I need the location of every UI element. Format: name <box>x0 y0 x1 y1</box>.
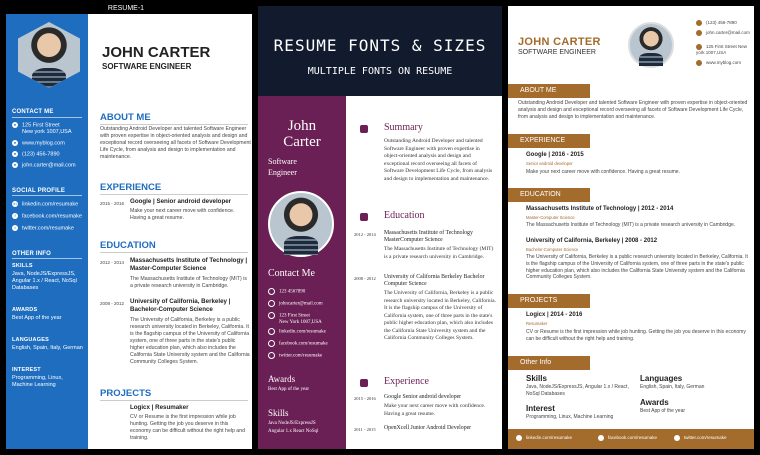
r3-other-heading: Other Info <box>508 356 590 370</box>
email-icon <box>696 30 702 36</box>
r3-facebook[interactable]: facebook.com/resumake <box>598 435 657 441</box>
r3-awards: Best App of the year <box>640 408 686 414</box>
r3-email[interactable]: john.carter@mail.com <box>696 30 752 36</box>
r3-interest-heading: Interest <box>526 404 555 413</box>
r1-sidebar <box>6 14 88 449</box>
r1-awards-heading: AWARDS <box>12 307 38 313</box>
r3-twitter[interactable]: twitter.com/resumake <box>674 435 727 441</box>
graduation-cap-icon <box>360 213 368 221</box>
r1-edu2-date: 2008 - 2012 <box>100 301 125 306</box>
r3-languages-heading: Languages <box>640 374 683 383</box>
r3-edu2-desc: The University of California, Berkeley is a public research university located in Berkeley, California. It is the flagship campus of the University of California system, one of three parts in the state's public higher education plan, which also includes the California State University system and the California Community Colleges System. <box>526 254 748 281</box>
r1-twitter[interactable]: t twitter.com/resumake <box>12 225 74 232</box>
r3-exp-sub: Senior android developer <box>526 161 573 166</box>
linkedin-icon: in <box>13 201 17 206</box>
r3-interest: Programming, Linux, Machine Learning <box>526 414 614 420</box>
location-icon: ● <box>13 122 17 127</box>
r3-linkedin[interactable]: linkedin.com/resumake <box>516 435 572 441</box>
r1-social-heading: SOCIAL PROFILE <box>12 188 66 194</box>
globe-icon <box>696 60 702 66</box>
r1-other-heading: OTHER INFO <box>12 251 51 257</box>
r3-skills-heading: Skills <box>526 374 547 383</box>
r1-main <box>92 14 252 449</box>
twitter-icon <box>674 435 680 441</box>
r1-edu1-role: Massachusetts Institute of Technology | Master-Computer Science <box>130 257 248 272</box>
r3-edu2-sub: Bachelor-Computer Science <box>526 247 579 252</box>
r2-linkedin[interactable]: linkedin.com/resumake <box>268 328 326 335</box>
r1-projects-heading: PROJECTS <box>100 388 152 399</box>
r3-address: 125 First Street New york 1007,USA <box>696 44 748 56</box>
r1-proj-role: Logicx | Resumaker <box>130 404 189 411</box>
r1-avatar <box>18 22 80 88</box>
resume-1 <box>6 5 252 449</box>
r1-exp-desc: Make your next career move with confidence. Having a great resume. <box>130 208 235 221</box>
r1-about-text: Outstanding Android Developer and talented Software Engineer with proven expertise in object-oriented analysis and design and exceptional record overseeing all facets of Software Development Life Cycle, from analysis and design to implementation and maintenance. <box>100 126 251 160</box>
r1-address: ● 125 First Street New york 1007,USA <box>13 122 72 136</box>
r2-exp2-date: 2011 - 2015 <box>354 427 376 432</box>
r2-awards-heading: Awards <box>268 374 296 384</box>
r2-email[interactable]: johncarter@mail.com <box>268 300 323 307</box>
resume-1-label: RESUME-1 <box>107 5 145 12</box>
r3-proj-role: Logicx | 2014 - 2016 <box>526 312 583 318</box>
r1-languages: English, Spain, Italy, German <box>12 345 83 351</box>
r1-title: SOFTWARE ENGINEER <box>102 62 192 71</box>
r2-exp-date: 2015 - 2016 <box>354 396 376 401</box>
r3-experience-heading: EXPERIENCE <box>508 134 590 148</box>
r3-phone: (123) 456-7890 <box>696 20 737 26</box>
r1-skills-heading: SKILLS <box>12 263 33 269</box>
r3-edu1-role: Massachusetts Institute of Technology | 2012 - 2014 <box>526 206 674 212</box>
r2-title-2: Engineer <box>268 168 297 177</box>
r2-skills-2: Angular 1.x React NoSql <box>268 429 319 434</box>
r1-edu2-desc: The University of California, Berkeley is a public research university located in Berkeley, California. It is the flagship campus of the University of California system, one of three parts in the state's public higher education plan, which also includes the California State University system and the California Community Colleges System. <box>130 317 250 365</box>
r1-contact-heading: CONTACT ME <box>12 109 54 115</box>
r1-web[interactable]: ● www.myblog.com <box>13 140 65 147</box>
r2-skills-1: Java NodeJS/ExpressJS <box>268 421 316 426</box>
banner-subtitle: MULTIPLE FONTS ON RESUME <box>307 66 453 77</box>
twitter-icon: t <box>12 225 18 231</box>
r2-education-heading: Education <box>384 210 425 221</box>
r2-edu2-desc: The University of California, Berkeley is a public research university located in Berkeley, California. It is the flagship campus of the University of California system, one of three parts in the state's public higher education plan, which also includes the California State University system and the California Community Colleges System. <box>384 290 496 341</box>
facebook-icon <box>598 435 604 441</box>
r2-skills-heading: Skills <box>268 408 289 418</box>
facebook-icon: f <box>12 213 18 219</box>
email-icon: ● <box>13 162 17 167</box>
resume-2 <box>258 6 502 449</box>
r2-awards: Best App of the year <box>268 387 310 392</box>
r2-avatar <box>268 191 334 257</box>
r3-exp-role: Google | 2016 - 2015 <box>526 152 584 158</box>
r1-facebook[interactable]: f facebook.com/resumake <box>12 213 82 220</box>
r2-experience-heading: Experience <box>384 376 429 387</box>
globe-icon: ● <box>13 140 17 145</box>
r2-exp-desc: Make your next career move with confidence. Having a great resume. <box>384 403 486 417</box>
r2-edu1-desc: The Massachusetts Institute of Technology (MIT) is a private research university in Cambridge. <box>384 246 494 260</box>
r2-name-last: Carter <box>283 134 321 150</box>
r1-edu1-desc: The Massachusetts Institute of Technology (MIT) is a private research university in Cambridge. <box>130 276 247 289</box>
banner-title: RESUME FONTS & SIZES <box>273 36 487 55</box>
r1-linkedin[interactable]: in linkedin.com/resumake <box>13 201 79 208</box>
phone-icon <box>268 288 275 295</box>
r1-education-heading: EDUCATION <box>100 240 156 251</box>
phone-icon <box>696 20 702 26</box>
r2-name-first: John <box>287 118 317 134</box>
r3-proj-desc: CV or Resume is the first impression while job hunting. Getting the job you deserve in this economy can be difficult without the right help and training. <box>526 329 746 342</box>
r1-exp-role: Google | Senior android developer <box>130 198 232 205</box>
r2-summary-text: Outstanding Android Developer and talented Software Engineer with proven expertise in object-oriented analysis and design and exceptional record overseeing all facets of Software Development Life Cycle, from analysis and design to implementation and maintenance. <box>384 138 493 182</box>
resume-3 <box>508 6 754 449</box>
r2-title-1: Software <box>268 157 297 166</box>
r1-interest-heading: INTEREST <box>12 367 41 373</box>
r3-awards-heading: Awards <box>640 398 669 407</box>
r3-edu1-sub: Master-Computer Science <box>526 215 575 220</box>
r1-name: JOHN CARTER <box>102 44 211 61</box>
linkedin-icon <box>516 435 522 441</box>
r2-summary-heading: Summary <box>384 122 423 133</box>
email-icon <box>268 300 275 307</box>
facebook-icon <box>268 340 275 347</box>
r3-web[interactable]: www.myblog.com <box>696 60 741 66</box>
r1-awards: Best App of the year <box>12 315 62 321</box>
r2-phone: 123 4567890 <box>268 288 305 295</box>
briefcase-icon <box>360 379 368 387</box>
r3-title: SOFTWARE ENGINEER <box>518 49 596 56</box>
r3-name: JOHN CARTER <box>518 36 601 48</box>
person-icon <box>360 125 368 133</box>
r1-languages-heading: LANGUAGES <box>12 337 49 343</box>
location-icon <box>696 44 702 50</box>
r2-address: 123 First Street New York 1007,USA <box>268 312 322 326</box>
r1-proj-desc: CV or Resume is the first impression while job hunting. Getting the job you deserve in this economy can be difficult without the right help and training. <box>130 414 245 441</box>
r1-experience-heading: EXPERIENCE <box>100 182 162 193</box>
r3-languages: English, Spain, Italy, German <box>640 384 705 390</box>
r3-about-text: Outstanding Android Developer and talented Software Engineer with proven expertise in object-oriented analysis and design and exceptional record overseeing all facets of Software Development Life Cycle, from analysis and design to implementation and maintenance. <box>518 100 748 120</box>
r3-edu2-role: University of California, Berkeley | 2008 - 2012 <box>526 238 658 244</box>
r3-projects-heading: PROJECTS <box>508 294 590 308</box>
r2-edu1-role: Massachusetts Institute of Technology MasterComputer Science <box>384 230 473 243</box>
r2-facebook[interactable]: facebook.com/resumake <box>268 340 328 347</box>
phone-icon: ● <box>13 151 17 156</box>
r2-exp-role: Google Senior android developer <box>384 394 462 400</box>
twitter-icon <box>268 352 275 359</box>
r2-edu1-date: 2012 - 2014 <box>354 232 376 237</box>
r1-edu2-role: University of California, Berkeley | Bachelor-Computer Science <box>130 298 231 313</box>
r3-exp-desc: Make your next career move with confidence. Having a great resume. <box>526 169 680 175</box>
r2-edu2-role: University of California Berkeley Bachelor Computer Science <box>384 274 485 287</box>
r1-about-heading: ABOUT ME <box>100 112 151 123</box>
r1-skills: Java, NodeJS/ExpressJS, Angular 1.x / React, NoSql Databases <box>12 271 77 291</box>
linkedin-icon <box>268 328 275 335</box>
r1-email[interactable]: ● john.carter@mail.com <box>13 162 76 169</box>
location-icon <box>268 312 275 319</box>
r3-skills: Java, NodeJS/ExpressJS, Angular 1.x / React, NoSql Databases <box>526 384 629 397</box>
r3-about-heading: ABOUT ME <box>508 84 590 98</box>
r2-contact-heading: Contact Me <box>268 268 315 279</box>
r3-social-footer <box>508 429 754 449</box>
fonts-banner <box>258 6 502 96</box>
r1-interest: Programming, Linux, Machine Learning <box>12 375 63 388</box>
r1-edu1-date: 2012 - 2014 <box>100 260 125 265</box>
r1-phone: ● (123) 456-7890 <box>13 151 60 158</box>
r3-education-heading: EDUCATION <box>508 188 590 202</box>
r3-proj-sub: Resumaker <box>526 321 548 326</box>
r2-edu2-date: 2008 - 2012 <box>354 276 376 281</box>
r2-twitter[interactable]: twitter.com/resumake <box>268 352 322 359</box>
r1-exp-date: 2015 - 2016 <box>100 201 125 206</box>
r2-sidebar <box>258 96 346 449</box>
r3-edu1-desc: The Massachusetts Institute of Technology (MIT) is a private research university in Cambridge. <box>526 222 736 228</box>
r2-exp2-role: OpenXcell Junior Android Developer <box>384 425 472 431</box>
r3-avatar <box>628 22 674 68</box>
